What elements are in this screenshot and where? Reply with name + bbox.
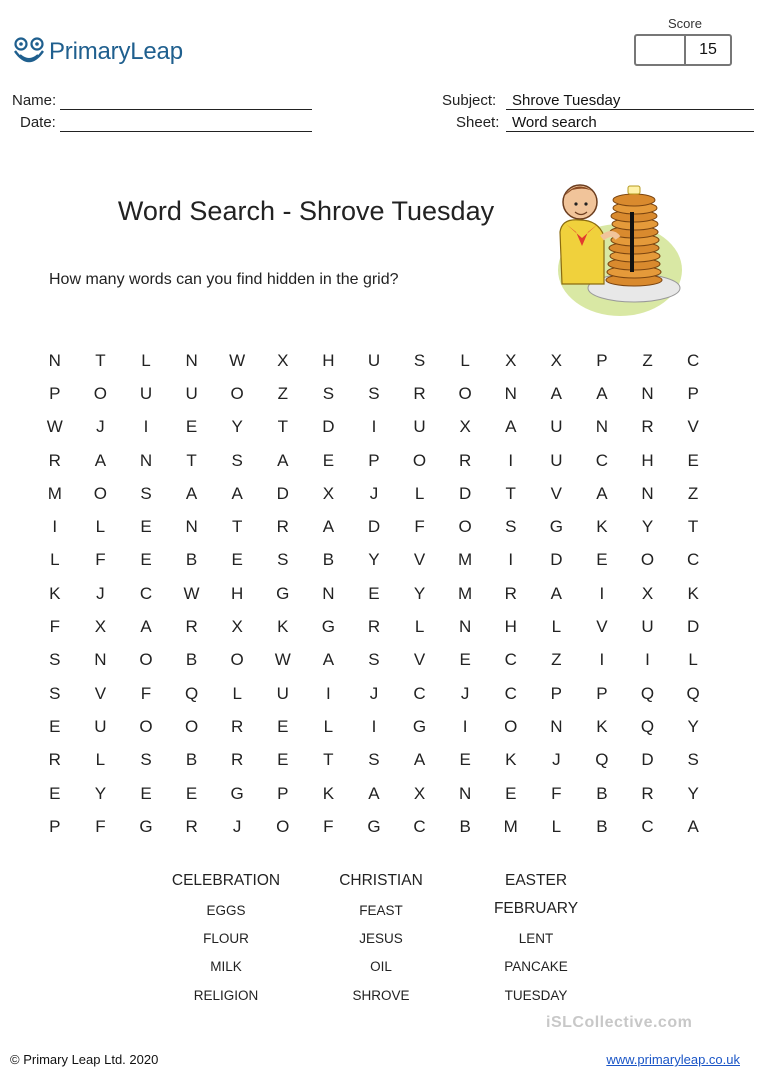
grid-cell[interactable]: I (599, 583, 605, 603)
grid-cell[interactable]: E (49, 716, 61, 736)
date-field[interactable] (60, 114, 312, 132)
grid-cell[interactable]: L (95, 517, 106, 537)
grid-cell[interactable]: A (140, 617, 152, 637)
grid-cell[interactable]: J (232, 816, 242, 836)
grid-cell[interactable]: B (185, 550, 198, 570)
grid-row (32, 510, 716, 543)
grid-cell[interactable]: J (369, 483, 379, 503)
grid-cell[interactable]: J (369, 683, 379, 703)
word-search-grid (32, 344, 716, 843)
grid-cell[interactable]: A (596, 483, 608, 503)
grid-cell[interactable]: E (231, 550, 243, 570)
grid-cell[interactable]: I (371, 716, 377, 736)
page-title: Word Search - Shrove Tuesday (117, 196, 495, 226)
grid-cell[interactable]: C (504, 683, 517, 703)
grid-cell[interactable]: K (505, 750, 517, 770)
grid-cell[interactable]: I (52, 517, 58, 537)
grid-cell[interactable]: O (184, 716, 199, 736)
grid-cell[interactable]: O (139, 650, 153, 670)
grid-cell[interactable]: V (413, 650, 426, 670)
grid-cell[interactable]: U (185, 383, 198, 403)
grid-cell[interactable]: L (414, 483, 425, 503)
grid-cell[interactable]: E (368, 583, 380, 603)
grid-row (32, 544, 716, 577)
grid-cell[interactable]: T (687, 517, 699, 537)
brand-name: PrimaryLeap (49, 38, 183, 65)
grid-cell[interactable]: Q (640, 683, 655, 703)
grid-cell[interactable]: O (504, 716, 518, 736)
grid-cell[interactable]: R (48, 750, 61, 770)
score-value: 15 (699, 41, 717, 58)
word-list-item: RELIGION (193, 988, 259, 1003)
grid-cell[interactable]: S (49, 650, 61, 670)
grid-cell[interactable]: N (185, 350, 198, 370)
word-list-item: CELEBRATION (171, 872, 281, 889)
grid-cell[interactable]: H (231, 583, 244, 603)
grid-cell[interactable]: I (508, 450, 514, 470)
word-list-item: JESUS (359, 931, 403, 946)
grid-cell[interactable]: O (458, 517, 472, 537)
name-label: Name: (12, 92, 57, 109)
grid-cell[interactable]: A (322, 650, 335, 670)
grid-cell[interactable]: I (371, 417, 377, 437)
grid-cell[interactable]: A (505, 417, 517, 437)
word-list-item: MILK (210, 959, 242, 974)
grid-cell[interactable]: C (686, 350, 700, 370)
grid-cell[interactable]: I (645, 650, 650, 670)
word-list-item: CHRISTIAN (339, 872, 423, 889)
subject-field[interactable]: Shrove Tuesday (506, 92, 754, 110)
grid-cell[interactable]: K (596, 716, 608, 736)
grid-cell[interactable]: E (459, 750, 471, 770)
grid-cell[interactable]: S (231, 450, 243, 470)
grid-cell[interactable]: I (143, 417, 149, 437)
grid-cell[interactable]: L (551, 617, 562, 637)
grid-cell[interactable]: L (323, 716, 334, 736)
grid-cell[interactable]: B (185, 650, 198, 670)
grid-cell[interactable]: Z (277, 383, 288, 403)
grid-cell[interactable]: R (231, 716, 244, 736)
grid-cell[interactable]: T (95, 350, 106, 370)
grid-cell[interactable]: C (139, 583, 153, 603)
grid-cell[interactable]: U (94, 716, 107, 736)
grid-cell[interactable]: A (277, 450, 289, 470)
grid-cell[interactable]: N (459, 617, 472, 637)
grid-cell[interactable]: G (276, 583, 290, 603)
grid-cell[interactable]: O (139, 716, 153, 736)
grid-cell[interactable]: X (231, 617, 243, 637)
grid-cell[interactable]: F (140, 683, 152, 703)
grid-cell[interactable]: R (413, 383, 426, 403)
grid-cell[interactable]: T (323, 750, 334, 770)
grid-cell[interactable]: E (140, 783, 152, 803)
grid-cell[interactable]: F (414, 517, 425, 537)
grid-cell[interactable]: Z (642, 350, 653, 370)
grid-cell[interactable]: V (687, 417, 699, 437)
instruction-text: How many words can you find hidden in the grid? (49, 271, 399, 288)
grid-cell[interactable]: R (185, 816, 198, 836)
grid-cell[interactable]: E (687, 450, 699, 470)
grid-cell[interactable]: J (96, 583, 105, 603)
grid-cell[interactable]: E (596, 550, 608, 570)
grid-cell[interactable]: D (686, 617, 700, 637)
grid-cell[interactable]: N (459, 783, 472, 803)
grid-cell[interactable]: P (687, 383, 699, 403)
grid-cell[interactable]: J (460, 683, 470, 703)
grid-cell[interactable]: G (412, 716, 427, 736)
grid-cell[interactable]: U (550, 417, 563, 437)
grid-cell[interactable]: L (95, 750, 106, 770)
grid-cell[interactable]: E (185, 417, 198, 437)
grid-cell[interactable]: A (94, 450, 107, 470)
grid-cell[interactable]: S (140, 483, 152, 503)
grid-cell[interactable]: A (550, 383, 562, 403)
grid-row (32, 477, 716, 510)
word-list-item: FLOUR (203, 931, 249, 946)
grid-row (32, 577, 716, 610)
grid-cell[interactable]: C (413, 816, 426, 836)
grid-row (32, 444, 716, 477)
grid-cell[interactable]: L (414, 617, 425, 637)
grid-cell[interactable]: P (368, 450, 380, 470)
grid-row (32, 777, 716, 810)
grid-cell[interactable]: U (641, 617, 654, 637)
grid-cell[interactable]: P (596, 350, 608, 370)
grid-cell[interactable]: J (96, 417, 105, 437)
website-link[interactable]: www.primaryleap.co.uk (606, 1052, 740, 1067)
word-list-item: PANCAKE (504, 959, 568, 974)
grid-cell[interactable]: K (277, 617, 289, 637)
grid-cell[interactable]: K (49, 583, 61, 603)
grid-cell[interactable]: G (139, 816, 153, 836)
word-list-item: SHROVE (352, 988, 410, 1003)
word-list-item: LENT (518, 931, 554, 946)
grid-cell[interactable]: G (321, 617, 335, 637)
grid-cell[interactable]: Q (686, 683, 700, 703)
grid-cell[interactable]: P (49, 816, 61, 836)
grid-cell[interactable]: Y (687, 716, 699, 736)
grid-cell[interactable]: I (508, 550, 514, 570)
grid-cell[interactable]: E (277, 716, 289, 736)
grid-cell[interactable]: Y (687, 783, 699, 803)
grid-cell[interactable]: I (599, 650, 605, 670)
grid-row (32, 644, 716, 677)
grid-cell[interactable]: T (186, 450, 197, 470)
grid-cell[interactable]: X (322, 483, 335, 503)
grid-cell[interactable]: N (641, 483, 654, 503)
grid-cell[interactable]: O (458, 383, 472, 403)
grid-cell[interactable]: R (276, 517, 289, 537)
grid-cell[interactable]: R (367, 617, 381, 637)
subject-label: Subject: (442, 92, 497, 109)
grid-cell[interactable]: A (231, 483, 243, 503)
score-label: Score (668, 16, 702, 31)
grid-cell[interactable]: U (276, 683, 289, 703)
grid-cell[interactable]: A (322, 517, 335, 537)
grid-cell[interactable]: S (505, 517, 517, 537)
grid-cell[interactable]: V (94, 683, 107, 703)
grid-cell[interactable]: K (687, 583, 699, 603)
grid-cell[interactable]: B (459, 816, 471, 836)
grid-cell[interactable]: O (230, 650, 244, 670)
brand-logo (12, 34, 183, 70)
grid-cell[interactable]: Y (231, 417, 243, 437)
name-field[interactable] (60, 92, 312, 110)
score-box (634, 34, 732, 66)
grid-cell[interactable]: K (596, 517, 608, 537)
grid-cell[interactable]: Y (413, 583, 426, 603)
word-list-item: EGGS (206, 903, 246, 918)
grid-cell[interactable]: H (504, 617, 517, 637)
grid-cell[interactable]: G (367, 816, 381, 836)
grid-cell[interactable]: Q (184, 683, 199, 703)
grid-cell[interactable]: F (323, 816, 334, 836)
grid-cell[interactable]: F (95, 816, 106, 836)
grid-cell[interactable]: S (49, 683, 61, 703)
grid-cell[interactable]: L (50, 550, 60, 570)
grid-cell[interactable]: D (459, 483, 472, 503)
grid-cell[interactable]: U (413, 417, 426, 437)
grid-cell[interactable]: S (140, 750, 152, 770)
grid-cell[interactable]: A (185, 483, 198, 503)
grid-row (32, 810, 716, 843)
grid-cell[interactable]: N (94, 650, 107, 670)
grid-cell[interactable]: R (459, 450, 472, 470)
grid-cell[interactable]: D (322, 417, 335, 437)
grid-cell[interactable]: D (550, 550, 563, 570)
grid-cell[interactable]: R (504, 583, 517, 603)
grid-cell[interactable]: P (596, 683, 608, 703)
grid-cell[interactable]: O (93, 383, 107, 403)
word-list-item: EASTER (504, 872, 568, 889)
grid-cell[interactable]: W (46, 417, 63, 437)
grid-row (32, 677, 716, 710)
grid-cell[interactable]: N (322, 583, 335, 603)
grid-cell[interactable]: V (596, 617, 608, 637)
grid-cell[interactable]: L (688, 650, 698, 670)
grid-cell[interactable]: D (641, 750, 654, 770)
grid-cell[interactable]: Y (641, 517, 654, 537)
grid-cell[interactable]: E (277, 750, 289, 770)
grid-cell[interactable]: O (93, 483, 107, 503)
word-list-item: TUESDAY (504, 988, 568, 1003)
watermark: iSLCollective.com (546, 1014, 693, 1031)
grid-cell[interactable]: E (459, 650, 471, 670)
grid-cell[interactable]: M (458, 583, 473, 603)
grid-cell[interactable]: M (503, 816, 518, 836)
grid-cell[interactable]: B (596, 816, 608, 836)
grid-cell[interactable]: X (413, 783, 426, 803)
grid-cell[interactable]: X (641, 583, 654, 603)
grid-cell[interactable]: N (595, 417, 609, 437)
grid-cell[interactable]: A (368, 783, 380, 803)
grid-cell[interactable]: E (322, 450, 335, 470)
grid-cell[interactable]: F (49, 617, 60, 637)
grid-cell[interactable]: N (504, 383, 517, 403)
grid-cell[interactable]: B (185, 750, 198, 770)
grid-cell[interactable]: I (462, 716, 468, 736)
grid-cell[interactable]: N (139, 450, 153, 470)
grid-row (32, 411, 716, 444)
grid-cell[interactable]: L (141, 350, 151, 370)
grid-cell[interactable]: H (322, 350, 335, 370)
grid-cell[interactable]: Y (94, 783, 107, 803)
grid-cell[interactable]: L (460, 350, 470, 370)
grid-cell[interactable]: R (641, 417, 654, 437)
grid-cell[interactable]: S (322, 383, 335, 403)
grid-cell[interactable]: E (505, 783, 517, 803)
grid-cell[interactable]: M (458, 550, 473, 570)
grid-cell[interactable]: C (686, 550, 700, 570)
grid-cell[interactable]: X (550, 350, 562, 370)
sheet-field[interactable]: Word search (506, 114, 754, 132)
grid-cell[interactable]: S (368, 750, 380, 770)
grid-row (32, 377, 716, 410)
grid-cell[interactable]: T (277, 417, 288, 437)
grid-cell[interactable]: N (550, 716, 563, 736)
date-label: Date: (20, 114, 56, 131)
grid-cell[interactable]: S (368, 650, 380, 670)
boy-with-pancakes-illustration (548, 172, 688, 318)
grid-cell[interactable]: O (230, 383, 244, 403)
grid-row (32, 344, 716, 377)
grid-cell[interactable]: Z (551, 650, 562, 670)
grid-cell[interactable]: E (140, 517, 152, 537)
grid-cell[interactable]: P (49, 383, 61, 403)
grid-cell[interactable]: G (549, 517, 563, 537)
grid-cell[interactable]: B (596, 783, 608, 803)
grid-cell[interactable]: H (641, 450, 654, 470)
grid-cell[interactable]: L (232, 683, 242, 703)
grid-cell[interactable]: I (325, 683, 331, 703)
grid-cell[interactable]: Z (687, 483, 699, 503)
grid-cell[interactable]: X (94, 617, 107, 637)
grid-cell[interactable]: S (277, 550, 289, 570)
grid-cell[interactable]: M (47, 483, 62, 503)
grid-cell[interactable]: A (596, 383, 608, 403)
grid-cell[interactable]: Y (368, 550, 380, 570)
grid-cell[interactable]: Q (595, 750, 609, 770)
grid-cell[interactable]: B (322, 550, 335, 570)
grid-cell[interactable]: U (139, 383, 153, 403)
grid-cell[interactable]: N (641, 383, 654, 403)
copyright-text: © Primary Leap Ltd. 2020 (10, 1052, 159, 1067)
grid-cell[interactable]: R (231, 750, 244, 770)
grid-cell[interactable]: V (413, 550, 426, 570)
grid-cell[interactable]: A (687, 816, 699, 836)
grid-cell[interactable]: E (49, 783, 61, 803)
grid-cell[interactable]: X (505, 350, 517, 370)
grid-cell[interactable]: S (413, 350, 426, 370)
grid-cell[interactable]: P (277, 783, 289, 803)
frog-logo-icon (12, 37, 46, 67)
grid-cell[interactable]: O (412, 450, 427, 470)
grid-cell[interactable]: P (550, 683, 562, 703)
grid-cell[interactable]: L (551, 816, 562, 836)
grid-cell[interactable]: C (413, 683, 426, 703)
grid-cell[interactable]: C (504, 650, 517, 670)
grid-cell[interactable]: W (183, 583, 200, 603)
grid-cell[interactable]: N (48, 350, 61, 370)
word-list-item: FEAST (359, 903, 403, 918)
grid-cell[interactable]: A (550, 583, 562, 603)
grid-cell[interactable]: F (95, 550, 106, 570)
grid-cell[interactable]: T (231, 517, 243, 537)
grid-cell[interactable]: V (550, 483, 562, 503)
grid-cell[interactable]: D (367, 517, 381, 537)
grid-cell[interactable]: W (274, 650, 291, 670)
grid-cell[interactable]: R (185, 617, 198, 637)
grid-cell[interactable]: D (276, 483, 289, 503)
grid-cell[interactable]: U (550, 450, 563, 470)
word-list-item: FEBRUARY (493, 900, 579, 917)
grid-cell[interactable]: E (140, 550, 152, 570)
grid-cell[interactable]: A (413, 750, 426, 770)
grid-cell[interactable]: Q (640, 716, 655, 736)
grid-cell[interactable]: G (230, 783, 244, 803)
grid-cell[interactable]: E (185, 783, 198, 803)
grid-cell[interactable]: O (640, 550, 655, 570)
grid-cell[interactable]: R (641, 783, 654, 803)
grid-cell[interactable]: U (367, 350, 381, 370)
grid-cell[interactable]: W (229, 350, 246, 370)
grid-cell[interactable]: S (368, 383, 380, 403)
grid-cell[interactable]: J (552, 750, 561, 770)
grid-row (32, 744, 716, 777)
grid-cell[interactable]: S (687, 750, 699, 770)
sheet-label: Sheet: (456, 114, 500, 131)
grid-cell[interactable]: R (48, 450, 61, 470)
grid-cell[interactable]: F (551, 783, 562, 803)
grid-cell[interactable]: K (322, 783, 335, 803)
grid-cell[interactable]: O (276, 816, 290, 836)
grid-cell[interactable]: T (505, 483, 516, 503)
grid-cell[interactable]: N (185, 517, 198, 537)
grid-row (32, 610, 716, 643)
grid-cell[interactable]: C (641, 816, 654, 836)
word-list-item: OIL (370, 959, 392, 974)
grid-cell[interactable]: X (459, 417, 471, 437)
grid-cell[interactable]: C (595, 450, 609, 470)
grid-row (32, 710, 716, 743)
grid-cell[interactable]: X (277, 350, 289, 370)
